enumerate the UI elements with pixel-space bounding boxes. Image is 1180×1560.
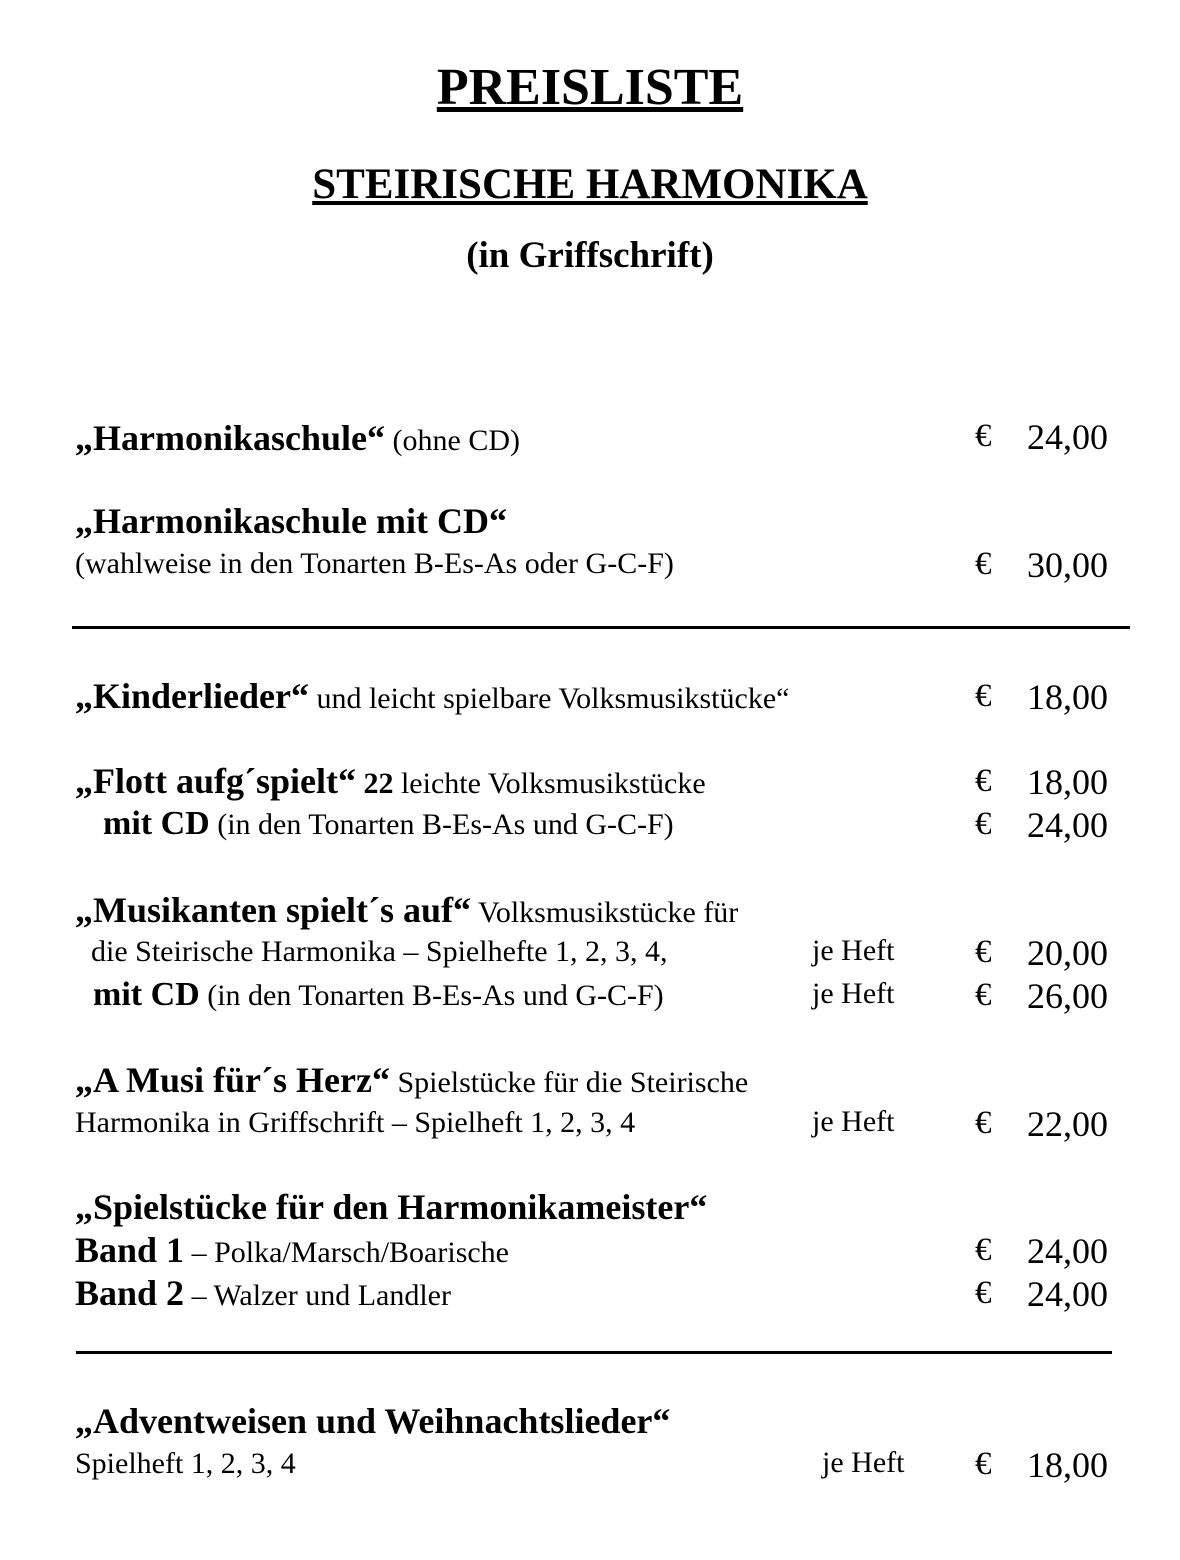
divider	[72, 626, 1130, 629]
item-advent	[75, 1403, 670, 1442]
currency-symbol: €	[975, 546, 992, 582]
item-schule	[75, 420, 520, 459]
item-desc: – Polka/Marsch/Boarische	[184, 1236, 509, 1269]
currency-symbol: €	[975, 1275, 992, 1311]
price-musikanten-cd: 26,00	[1027, 976, 1108, 1016]
page-note: (in Griffschrift)	[466, 235, 714, 276]
item-desc: Spielheft 1, 2, 3, 4	[75, 1447, 296, 1480]
page-title: PREISLISTE	[436, 59, 744, 116]
item-meister	[75, 1189, 707, 1228]
item-name: „Kinderlieder“	[75, 676, 309, 716]
item-name: „Musikanten spielt´s auf“	[75, 890, 472, 930]
page-subtitle: STEIRISCHE HARMONIKA	[312, 161, 868, 208]
cd-label: mit CD	[93, 976, 200, 1013]
price-band2: 24,00	[1027, 1274, 1108, 1314]
per-issue-label: je Heft	[812, 1105, 895, 1138]
currency-symbol: €	[975, 1232, 992, 1268]
price-schule: 24,00	[1027, 417, 1108, 457]
item-desc: leichte Volksmusikstücke	[393, 767, 706, 800]
item-band2	[75, 1275, 451, 1314]
cd-label: mit CD	[103, 805, 210, 842]
item-musi	[75, 1062, 748, 1101]
item-name: „Harmonikaschule mit CD“	[75, 501, 507, 541]
item-flott-cd	[103, 806, 674, 843]
currency-symbol: €	[975, 1105, 992, 1141]
item-name: „Harmonikaschule“	[75, 418, 386, 458]
item-musikanten-cd	[93, 977, 664, 1014]
item-desc: Spielstücke für die Steirische	[389, 1066, 749, 1099]
band-label: Band 2	[75, 1273, 185, 1313]
price-musi: 22,00	[1027, 1104, 1108, 1144]
item-name: „Adventweisen und Weihnachtslieder“	[75, 1401, 671, 1441]
item-band1	[75, 1232, 509, 1271]
item-flott	[75, 763, 706, 802]
item-desc: (in den Tonarten B-Es-As und G-C-F)	[209, 808, 674, 841]
item-name: „Spielstücke für den Harmonikameister“	[75, 1187, 708, 1227]
item-desc: Harmonika in Griffschrift – Spielheft 1, 2, 3, 4	[75, 1106, 636, 1139]
item-desc: die Steirische Harmonika – Spielhefte 1, 2, 3, 4,	[91, 935, 668, 968]
currency-symbol: €	[975, 1446, 992, 1482]
price-advent: 18,00	[1027, 1445, 1108, 1485]
item-name: „Flott aufg´spielt“	[75, 761, 356, 801]
item-desc: Volksmusikstücke für	[471, 896, 739, 929]
item-desc: (wahlweise in den Tonarten B-Es-As oder G-C-F)	[75, 547, 674, 580]
item-desc: (in den Tonarten B-Es-As und G-C-F)	[199, 979, 664, 1012]
item-name: „A Musi für´s Herz“	[75, 1060, 390, 1100]
price-kinder: 18,00	[1027, 677, 1108, 717]
price-band1: 24,00	[1027, 1231, 1108, 1271]
band-label: Band 1	[75, 1230, 185, 1270]
currency-symbol: €	[975, 678, 992, 714]
currency-symbol: €	[975, 418, 992, 454]
item-musikanten	[75, 892, 738, 931]
item-kinder	[75, 678, 789, 717]
price-flott: 18,00	[1027, 762, 1108, 802]
price-musikanten: 20,00	[1027, 933, 1108, 973]
item-desc: und leicht spielbare Volksmusikstücke“	[308, 682, 790, 715]
per-issue-label: je Heft	[812, 977, 895, 1010]
item-desc: – Walzer und Landler	[184, 1279, 451, 1312]
currency-symbol: €	[975, 934, 992, 970]
price-flott-cd: 24,00	[1027, 805, 1108, 845]
divider	[76, 1351, 1112, 1354]
item-desc: (ohne CD)	[385, 424, 521, 457]
per-issue-label: je Heft	[812, 934, 895, 967]
currency-symbol: €	[975, 763, 992, 799]
per-issue-label: je Heft	[822, 1446, 905, 1479]
currency-symbol: €	[975, 977, 992, 1013]
price-schule-cd: 30,00	[1027, 545, 1108, 585]
item-schule-cd	[75, 503, 507, 542]
currency-symbol: €	[975, 806, 992, 842]
item-count: 22	[355, 767, 394, 800]
